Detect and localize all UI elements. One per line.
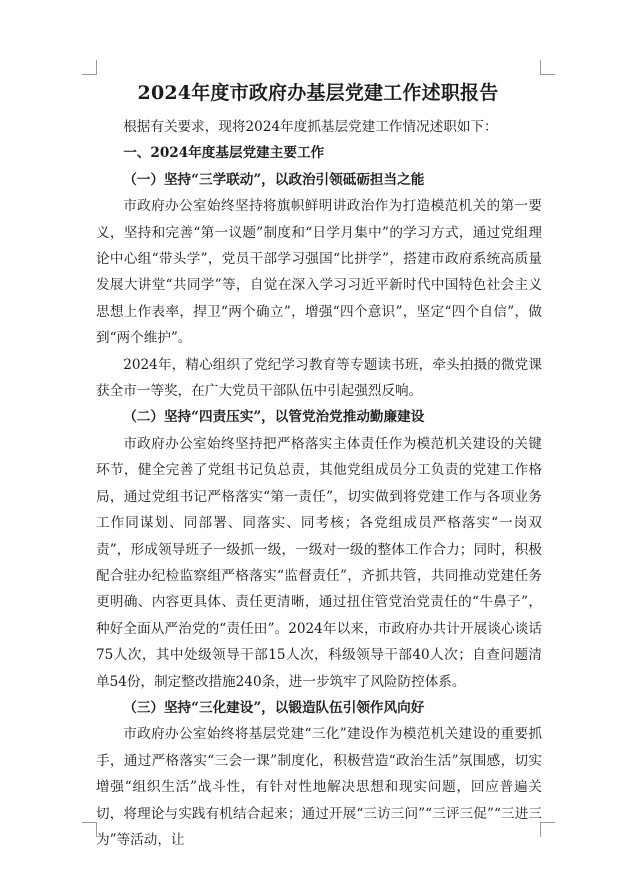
document-title: 2024年度市政府办基层党建工作述职报告	[137, 82, 499, 104]
subsection-heading: （三）坚持“三化建设”，以锻造队伍引领作风向好	[123, 699, 425, 716]
section-heading: 一、2024年度基层党建主要工作	[123, 145, 325, 162]
body-paragraph: 市政府办公室始终坚持把严格落实主体责任作为模范机关建设的关键环节，健全完善了党组书记负总责，其他党组成员分工负责的党建工作格局，通过党组书记严格落实“第一责任”，切实做到将党建工作与各项业务工作同谋划、同部署、同落实、同考核；各党组成员严格落实“一岗双责”，形成领导班子一级抓一级，一级对一级的整体工作合力；同时，积极配合驻办纪检监察组严格落实“监督责任”，齐抓共管，共同推动党建任务更明确、内容更具体、责任更清晰，通过扭住管党治党责任的“牛鼻子”，种好全面从严治党的“责任田”。2024年以来，市政府办共计开展谈心谈话75人次，其中处级领导干部15人次，科级领导干部40人次；自查问题清单54份，制定整改措施240条，进一步筑牢了风险防控体系。	[96, 435, 542, 690]
intro-paragraph: 根据有关要求，现将2024年度抓基层党建工作情况述职如下：	[123, 119, 498, 135]
crop-mark-bottom-right	[540, 822, 555, 837]
subsection-heading: （一）坚持“三学联动”，以政治引领砥砺担当之能	[123, 171, 425, 188]
subsection-heading: （二）坚持“四责压实”，以管党治党推动勤廉建设	[123, 409, 425, 426]
crop-mark-top-right	[540, 60, 555, 75]
body-paragraph: 2024年，精心组织了党纪学习教育等专题读书班，牵头拍摄的微党课获全市一等奖，在广大党员干部队伍中引起强烈反响。	[96, 356, 542, 400]
body-paragraph: 市政府办公室始终将基层党建“三化”建设作为模范机关建设的重要抓手，通过严格落实“三会一课”制度化，积极营造“政治生活”氛围感，切实增强“组织生活”战斗性，有针对性地解决思想和现实问题，回应普遍关切，将理论与实践有机结合起来；通过开展“三访三问”“三评三促”“三进三为”等活动，让	[96, 726, 542, 848]
body-paragraph: 市政府办公室始终坚持将旗帜鲜明讲政治作为打造模范机关的第一要义，坚持和完善“第一议题”制度和“日学月集中”的学习方式，通过党组理论中心组“带头学”，党员干部学习强国“比拼学”，搭建市政府系统高质量发展大讲堂“共同学”等，自觉在深入学习习近平新时代中国特色社会主义思想上作表率，捍卫“两个确立”，增强“四个意识”，坚定“四个自信”，做到“两个维护”。	[96, 198, 542, 347]
crop-mark-top-left	[82, 60, 97, 75]
crop-mark-bottom-left	[82, 822, 97, 837]
document-body	[96, 114, 542, 853]
